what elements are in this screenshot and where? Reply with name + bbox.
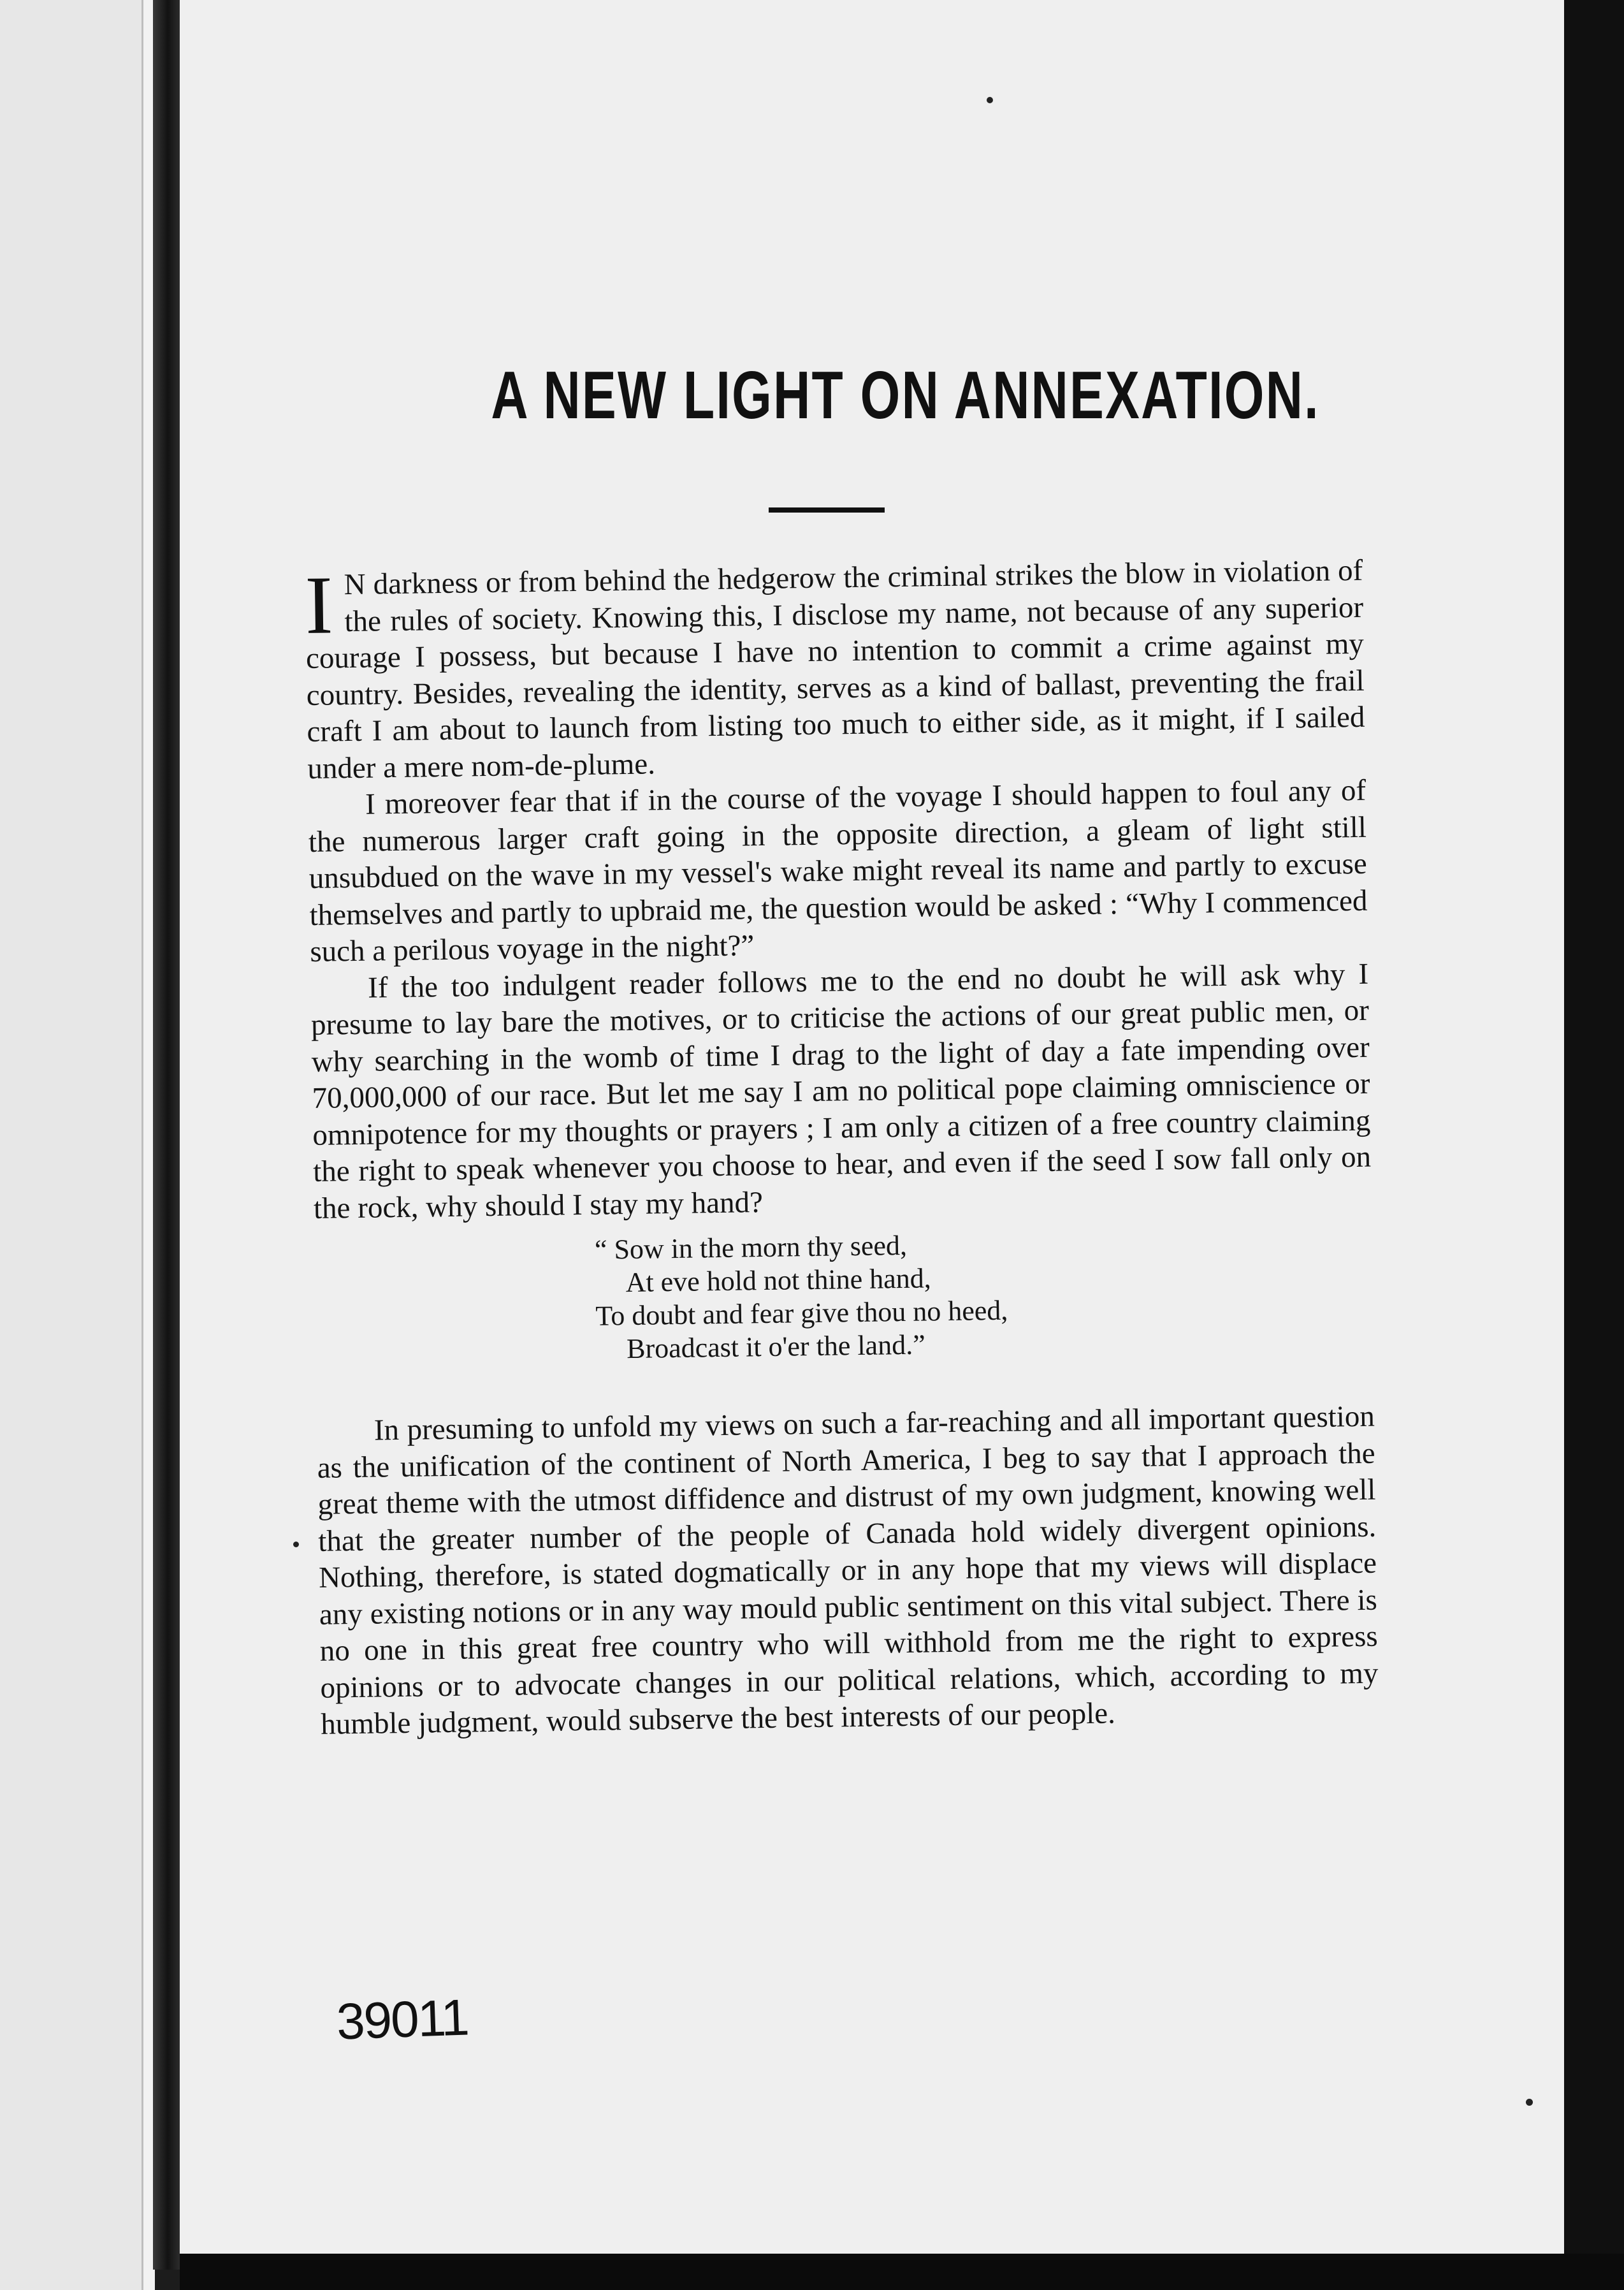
drop-cap: I [304,559,334,652]
page-right-edge [1564,0,1624,2290]
paragraph-2: I moreover fear that if in the course of the voyage I should happen to foul any of the numerous larger craft going in the opposite direction, a gleam of light still unsubdued on the wave in my vessel's wake might reveal its name and partly to excuse themselves and partly to upbraid me, the question would be asked : “Why I commenced such a perilous voyage in the night?” [308,773,1368,968]
facing-page [0,0,148,2290]
body-text [305,553,1379,1743]
verse-line: Broadcast it o'er the land.” [626,1329,925,1365]
paragraph-1 [305,553,1366,787]
verse-line: At eve hold not thine hand, [625,1262,932,1299]
handwritten-catalog-number: 39011 [335,1988,470,2050]
verse-quote [595,1223,1374,1366]
title-rule [769,507,885,513]
book-spine-shadow [153,0,180,2270]
paragraph-4: In presuming to unfold my views on such a far-reaching and all important question as the unification of the continent of North America, I beg to say that I approach the great theme with the utmost diffidence and distrust of my own judgment, knowing well that the greater number of the people of Canada hold widely divergent opinions. Nothing, therefore, is stated dogmatically or in any hope that my views will displace any existing notions or in any way mould public sentiment on this vital subject. There is no one in this great free country who will withhold from me the right to express opinions or to advocate changes in our political relations, which, according to my humble judgment, would subserve the best interests of our people. [317,1399,1379,1741]
ink-speck [293,1542,299,1547]
verse-line: To doubt and fear give thou no heed, [595,1294,1008,1332]
verse-line: “ Sow in the morn thy seed, [594,1229,908,1265]
ink-speck [1526,2099,1533,2106]
page-title: A NEW LIGHT ON ANNEXATION. [491,358,1320,433]
page-bottom-edge [180,2254,1624,2290]
paragraph-3: If the too indulgent reader follows me to the end no doubt he will ask why I presume to lay bare the motives, or to criticise the actions of our great public men, or why searching in the womb of time I drag to the light of day a fate impending over 70,000,000 of our race. But let me say I am no political pope claiming omniscience or omnipotence for my thoughts or prayers ; I am only a citizen of a free country claiming the right to speak whenever you choose to hear, and even if the seed I sow fall only on the rock, why should I stay my hand? [310,957,1372,1225]
paragraph-1-text: N darkness or from behind the hedgerow the criminal strikes the blow in violation of the rules of society. Knowing this, I disclose my name, not because of any superior courage I possess, but because I have no intention to commit a crime against my country. Besides, revealing the identity, serves as a kind of ballast, preventing the frail craft I am about to launch from listing too much to either side, as it might, if I sailed under a mere nom-de-plume. [305,553,1365,785]
ink-speck [987,97,993,103]
